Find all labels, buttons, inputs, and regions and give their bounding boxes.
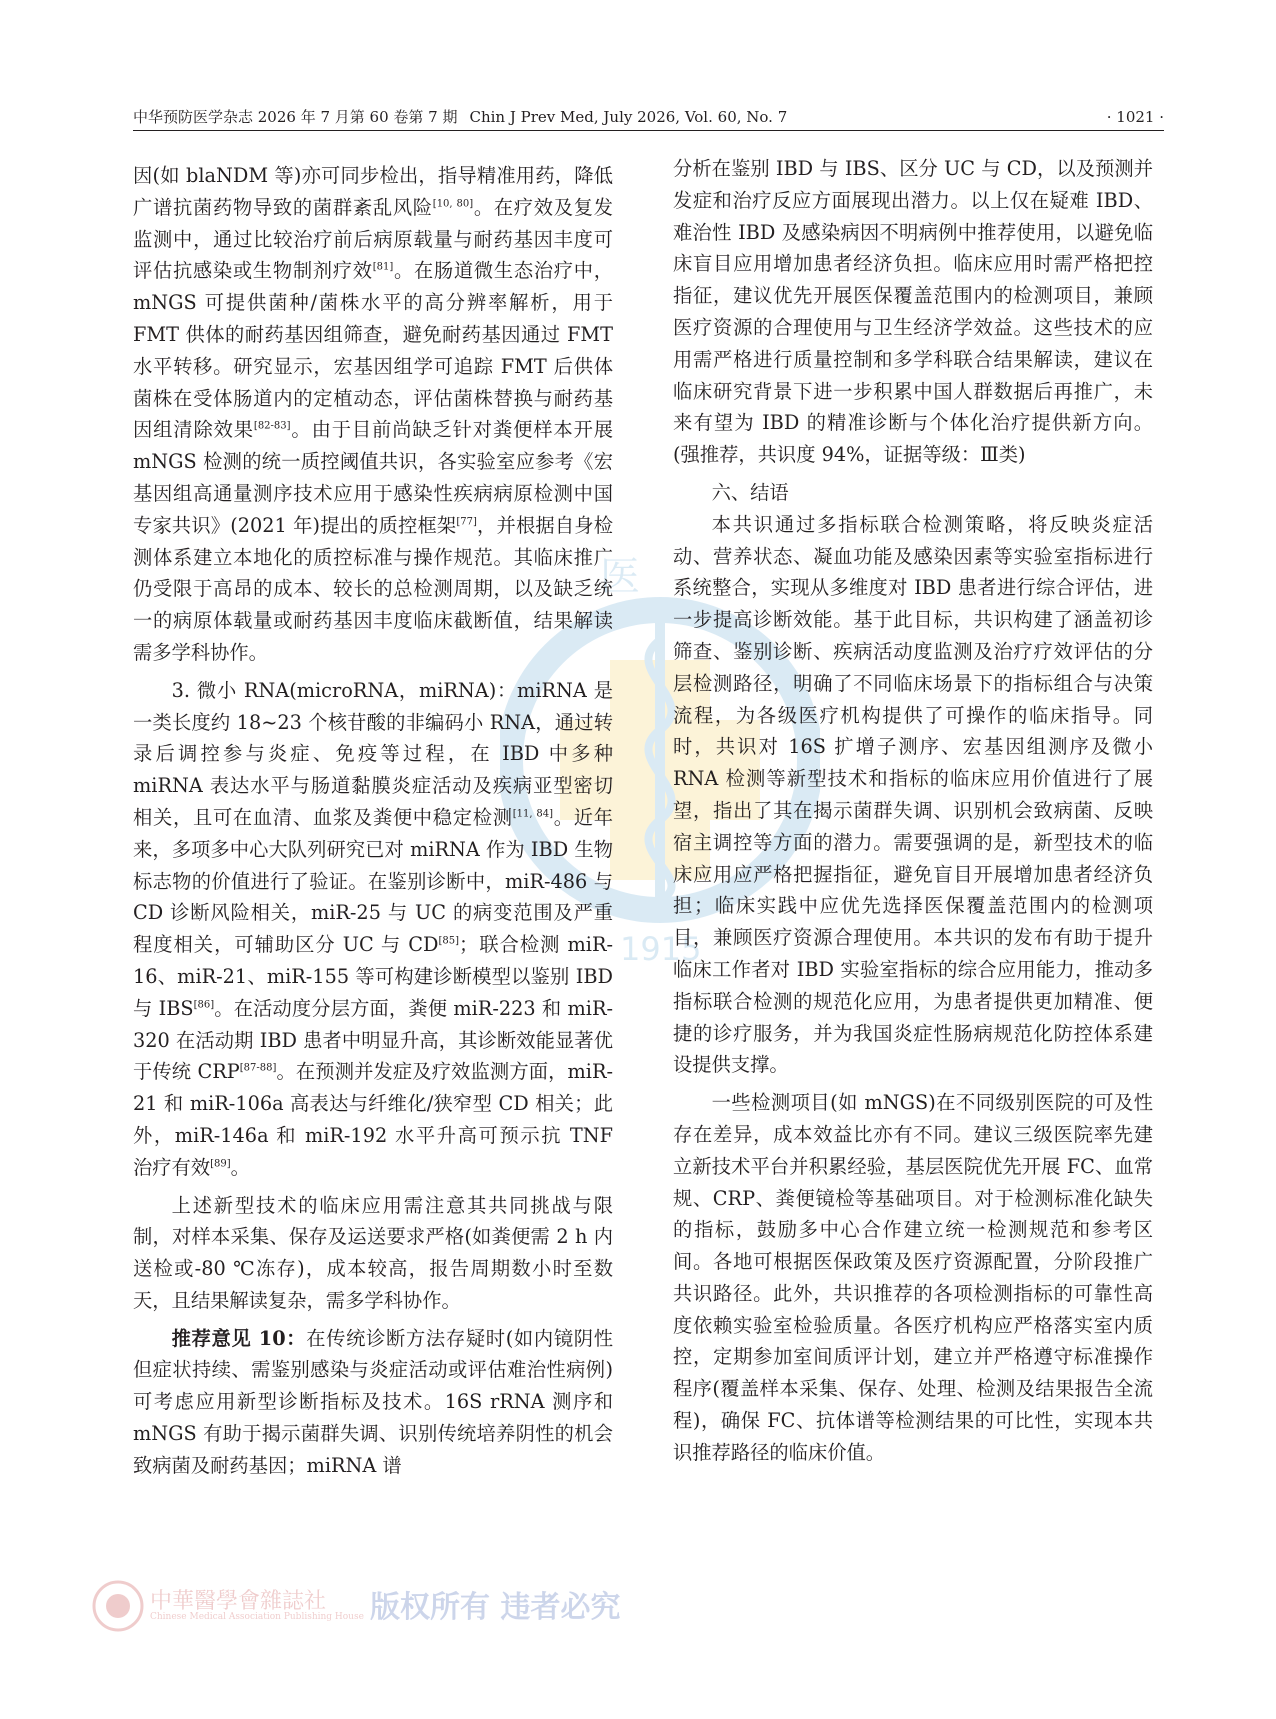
copyright-notice: 版权所有 违者必究 — [370, 1590, 621, 1625]
paragraph-conclusion: 本共识通过多指标联合检测策略，将反映炎症活动、营养状态、凝血功能及感染因素等实验室指标进行系统整合，实现从多维度对 IBD 患者进行综合评估，进一步提高诊断效能。基于此目标，共识构建了涵盖初诊筛查、鉴别诊断、疾病活动度监测及治疗疗效评估的分层检测路径，明确了不同临床场景下的指标组合与决策流程，为各级医疗机构提供了可操作的临床指导。同时，共识对 16S 扩增子测序、宏基因组测序及微小 RNA 检测等新型技术和指标的临床应用价值进行了展望，指出了其在揭示菌群失调、识别机会致病菌、反映宿主调控等方面的潜力。需要强调的是，新型技术的临床应用应严格把握指征，避免盲目开展增加患者经济负担；临床实践中应优先选择医保覆盖范围内的检测项目，兼顾医疗资源合理使用。本共识的发布有助于提升临床工作者对 IBD 实验室指标的综合应用能力，推动多指标联合检测的规范化应用，为患者提供更加精准、便捷的诊疗服务，并为我国炎症性肠病规范化防控体系建设提供支撑。 — [673, 512, 1153, 1077]
publisher-seal-icon — [90, 1578, 146, 1634]
paragraph: 因(如 blaNDM 等)亦可同步检出，指导精准用药，降低广谱抗菌药物导致的菌群紊乱风险[10, 80]。在疗效及复发监测中，通过比较治疗前后病原载量与耐药基因丰度可评估抗感染或生物制剂疗效[81]。在肠道微生态治疗中，mNGS 可提供菌种/菌株水平的高分辨率解析，用于 FMT 供体的耐药基因组筛查，避免耐药基因通过 FMT 水平转移。研究显示，宏基因组学可追踪 FMT 后供体菌株在受体肠道内的定植动态，评估菌株替换与耐药基因组清除效果[82-83]。由于目前尚缺乏针对粪便样本开展 mNGS 检测的统一质控阈值共识，各实验室应参考《宏基因组高通量测序技术应用于感染性疾病病原检测中国专家共识》(2021 年)提出的质控框架[77]，并根据自身检测体系建立本地化的质控标准与操作规范。其临床推广仍受限于高昂的成本、较长的总检测周期，以及缺乏统一的病原体载量或耐药基因丰度临床截断值，结果解读需多学科协作。 — [133, 164, 614, 664]
citation: [77] — [456, 516, 477, 528]
citation: [85] — [438, 935, 460, 947]
journal-citation — [133, 106, 787, 128]
watermark-char: 医 — [600, 554, 640, 600]
citation: [86] — [193, 999, 215, 1011]
publisher-footer — [90, 1578, 621, 1638]
citation: [87-88] — [239, 1062, 277, 1074]
recommendation-label: 推荐意见 10： — [171, 1326, 307, 1350]
publisher-name-en: Chinese Medical Association Publishing House — [150, 1612, 364, 1622]
citation: [10, 80] — [432, 198, 474, 210]
citation: [81] — [372, 261, 394, 273]
watermark-year: 1915 — [620, 930, 702, 968]
paragraph-continued: 分析在鉴别 IBD 与 IBS、区分 UC 与 CD，以及预测并发症和治疗反应方面展现出潜力。以上仅在疑难 IBD、难治性 IBD 及感染病因不明病例中推荐使用，以避免临床盲目应用增加患者经济负担。临床应用时需严格把控指征，建议优先开展医保覆盖范围内的检测项目，兼顾医疗资源的合理使用与卫生经济学效益。这些技术的应用需严格进行质量控制和多学科联合结果解读，建议在临床研究背景下进一步积累中国人群数据后再推广，未来有望为 IBD 的精准诊断与个体化治疗提供新方向。(强推荐，共识度 94%，证据等级：Ⅲ类) — [673, 157, 1153, 467]
paragraph-limitations: 上述新型技术的临床应用需注意其共同挑战与限制，对样本采集、保存及运送要求严格(如粪便需 2 h 内送检或-80 ℃冻存)，成本较高，报告周期数小时至数天，且结果解读复杂，需多学科协作。 — [133, 1193, 613, 1312]
journal-en: Chin J Prev Med, July 2026, Vol. 60, No. 7 — [469, 108, 788, 126]
citation: [11, 84] — [512, 808, 554, 820]
left-column — [133, 160, 613, 1482]
paragraph-mirna: 3. 微小 RNA(microRNA，miRNA)：miRNA 是一类长度约 18~23 个核苷酸的非编码小 RNA，通过转录后调控参与炎症、免疫等过程，在 IBD 中多种 miRNA 表达水平与肠道黏膜炎症活动及疾病亚型密切相关，且可在血清、血浆及粪便中稳定检测[11, 84]。近年来，多项多中心大队列研究已对 miRNA 作为 IBD 生物标志物的价值进行了验证。在鉴别诊断中，miR-486 与 CD 诊断风险相关，miR-25 与 UC 的病变范围及严重程度相关，可辅助区分 UC 与 CD[85]；联合检测 miR-16、miR-21、miR-155 等可构建诊断模型以鉴别 IBD 与 IBS[86]。在活动度分层方面，粪便 miR-223 和 miR-320 在活动期 IBD 患者中明显升高，其诊断效能显著优于传统 CRP[87-88]。在预测并发症及疗效监测方面，miR-21 和 miR-106a 高表达与纤维化/狭窄型 CD 相关；此外，miR-146a 和 miR-192 水平升高可预示抗 TNF 治疗有效[89]。 — [133, 678, 614, 1179]
page-number: · 1021 · — [1106, 108, 1164, 126]
citation: [89] — [210, 1158, 231, 1170]
journal-cn: 中华预防医学杂志 2026 年 7 月第 60 卷第 7 期 — [133, 108, 458, 126]
section-heading-conclusion: 六、结语 — [711, 480, 789, 504]
publisher-name-cn: 中華醫學會雜誌社 — [150, 1589, 327, 1614]
paragraph-implementation: 一些检测项目(如 mNGS)在不同级别医院的可及性存在差异，成本效益比亦有不同。建议三级医院率先建立新技术平台并积累经验，基层医院优先开展 FC、血常规、CRP、粪便镜检等基础项目。对于检测标准化缺失的指标，鼓励多中心合作建立统一检测规范和参考区间。各地可根据医保政策及医疗资源配置，分阶段推广共识路径。此外，共识推荐的各项检测指标的可靠性高度依赖实验室检验质量。各医疗机构应严格落实室内质控，定期参加室间质评计划，建立并严格遵守标准操作程序(覆盖样本采集、保存、处理、检测及结果报告全流程)，确保 FC、抗体谱等检测结果的可比性，实现本共识推荐路径的临床价值。 — [673, 1091, 1153, 1464]
running-header — [133, 102, 1164, 131]
watermark-serpent — [648, 640, 671, 900]
paragraph-recommendation-10: 推荐意见 10：在传统诊断方法存疑时(如内镜阴性但症状持续、需鉴别感染与炎症活动或评估难治性病例)可考虑应用新型诊断指标及技术。16S rRNA 测序和 mNGS 有助于揭示菌群失调、识别传统培养阴性的机会致病菌及耐药基因；miRNA 谱 — [133, 1326, 613, 1477]
right-column — [673, 153, 1153, 1469]
citation: [82-83] — [253, 420, 291, 432]
